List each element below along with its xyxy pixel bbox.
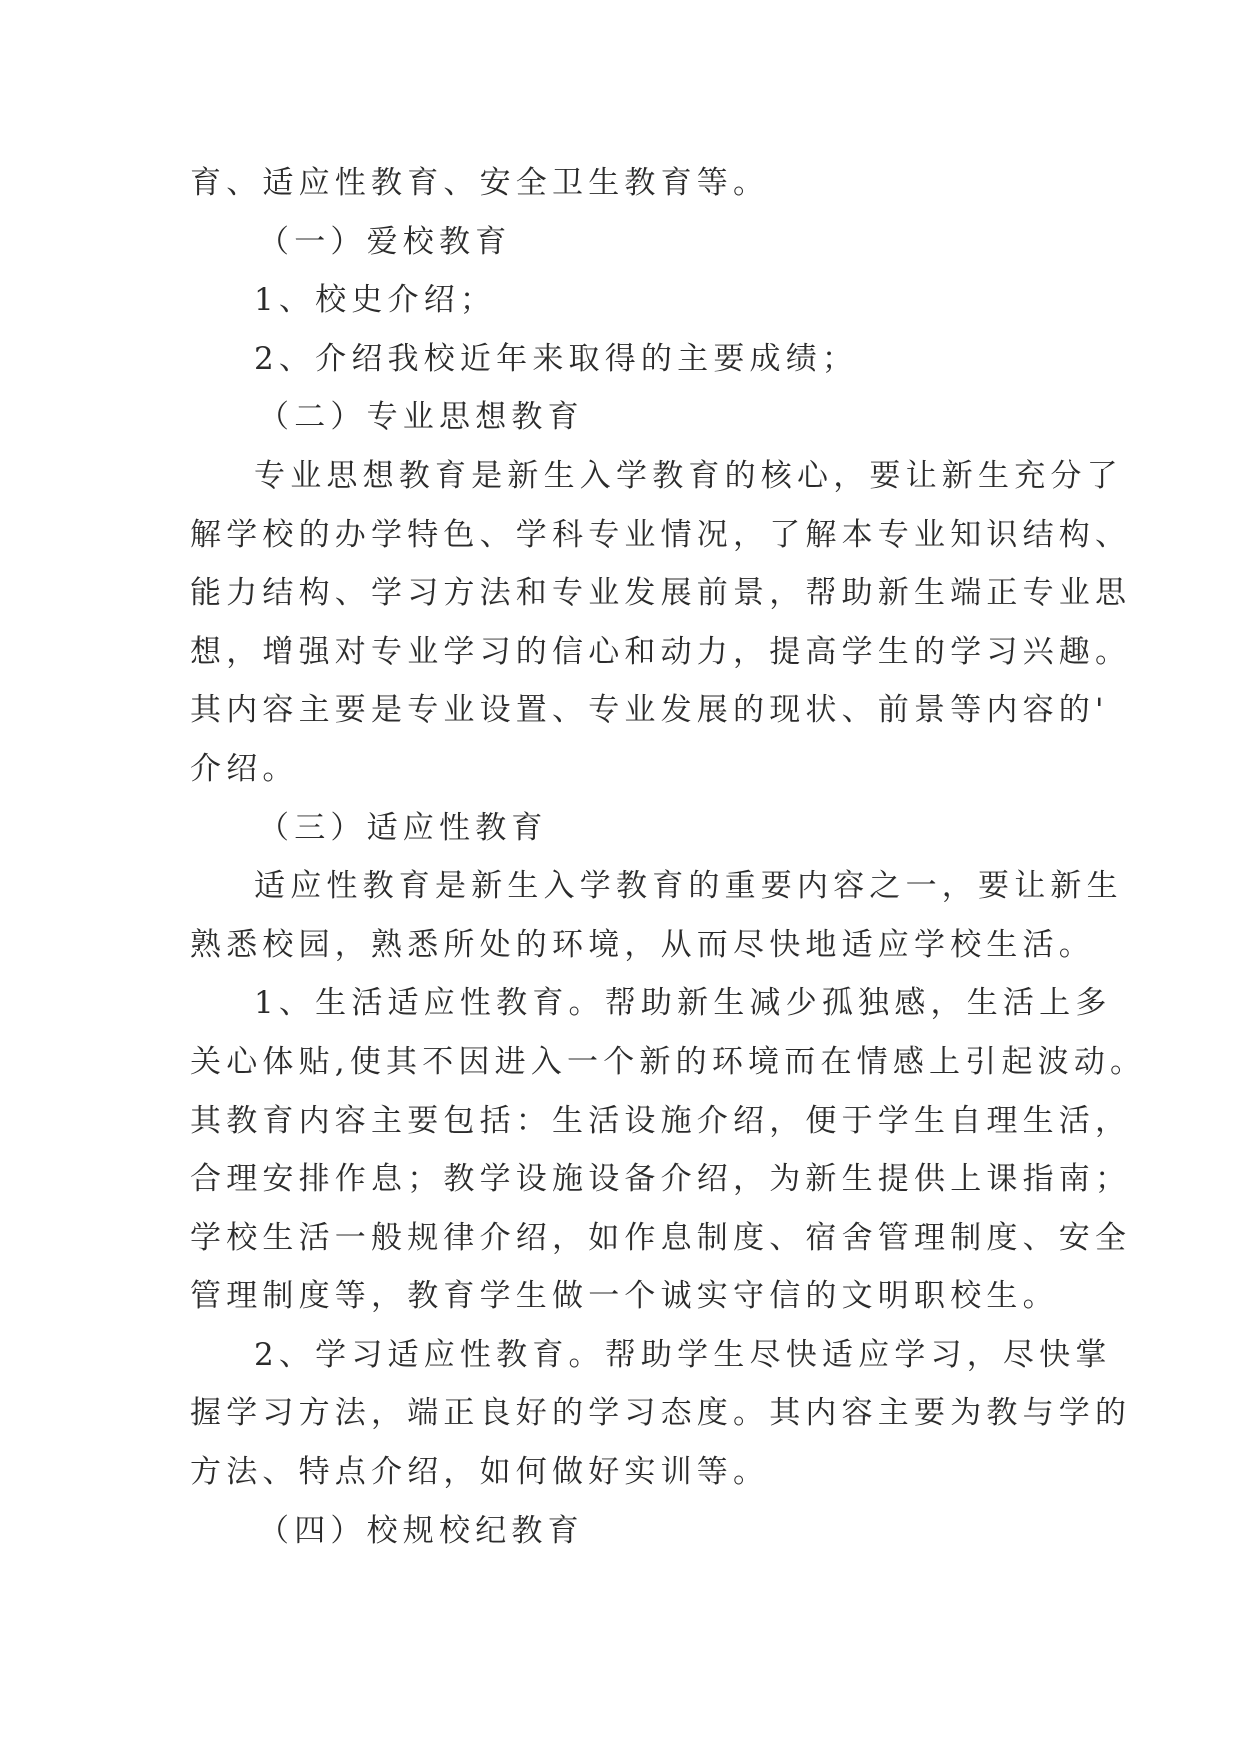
- paragraph-line: 方法、特点介绍，如何做好实训等。: [190, 1454, 770, 1491]
- paragraph-line: 2、学习适应性教育。帮助学生尽快适应学习，尽快掌: [254, 1336, 1112, 1373]
- paragraph-line: 学校生活一般规律介绍，如作息制度、宿舍管理制度、安全: [190, 1219, 1132, 1256]
- section-heading-4: （四）校规校纪教育: [258, 1512, 584, 1549]
- paragraph-line: 1、生活适应性教育。帮助新生减少孤独感，生活上多: [254, 985, 1112, 1022]
- section-heading-1: （一）爱校教育: [258, 223, 512, 260]
- list-item: 1、校史介绍；: [254, 282, 497, 319]
- paragraph-line: 关心体贴,使其不因进入一个新的环境而在情感上引起波动。: [190, 1043, 1147, 1080]
- paragraph-line: 握学习方法，端正良好的学习态度。其内容主要为教与学的: [190, 1395, 1132, 1432]
- paragraph-line: 专业思想教育是新生入学教育的核心，要让新生充分了: [254, 457, 1123, 494]
- paragraph-line: 熟悉校园，熟悉所处的环境，从而尽快地适应学校生活。: [190, 926, 1095, 963]
- paragraph-line: 合理安排作息；教学设施设备介绍，为新生提供上课指南；: [190, 1161, 1132, 1198]
- paragraph-line: 想，增强对专业学习的信心和动力，提高学生的学习兴趣。: [190, 633, 1132, 670]
- document-body: [190, 154, 1147, 1560]
- body-line: 育、适应性教育、安全卫生教育等。: [190, 165, 770, 201]
- paragraph-line: 解学校的办学特色、学科专业情况，了解本专业知识结构、: [190, 516, 1132, 553]
- list-item: 2、介绍我校近年来取得的主要成绩；: [254, 340, 859, 377]
- paragraph-line: 其教育内容主要包括：生活设施介绍，便于学生自理生活，: [190, 1102, 1132, 1139]
- paragraph-line: 介绍。: [190, 750, 299, 787]
- paragraph-line: 适应性教育是新生入学教育的重要内容之一，要让新生: [254, 868, 1123, 905]
- paragraph-line: 能力结构、学习方法和专业发展前景，帮助新生端正专业思: [190, 575, 1132, 612]
- section-heading-2: （二）专业思想教育: [258, 399, 584, 436]
- section-heading-3: （三）适应性教育: [258, 809, 548, 846]
- paragraph-line: 管理制度等，教育学生做一个诚实守信的文明职校生。: [190, 1278, 1059, 1315]
- paragraph-line: 其内容主要是专业设置、专业发展的现状、前景等内容的': [190, 692, 1109, 729]
